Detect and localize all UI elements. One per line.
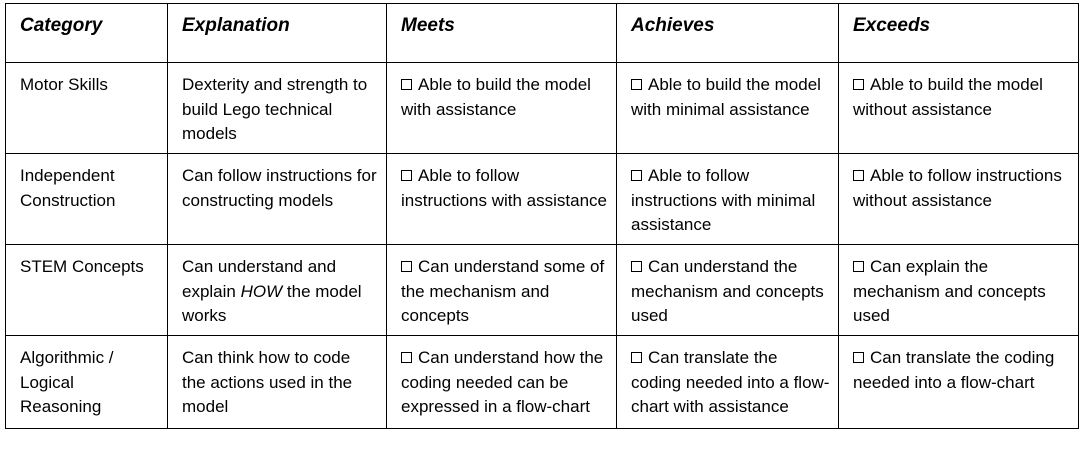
meets-cell (387, 245, 617, 336)
checkbox-icon[interactable] (401, 79, 412, 90)
exceeds-text: Can translate the coding needed into a flow-chart (853, 348, 1055, 392)
explanation-cell: Dexterity and strength to build Lego technical models (168, 63, 387, 154)
header-row (6, 4, 1079, 63)
table-row (6, 154, 1079, 245)
category-cell: Algorithmic / Logical Reasoning (6, 336, 168, 429)
achieves-cell (617, 336, 839, 429)
meets-text: Able to follow instructions with assistance (401, 166, 607, 210)
checkbox-icon[interactable] (401, 170, 412, 181)
exceeds-cell (839, 63, 1079, 154)
table-row (6, 63, 1079, 154)
rubric-table (5, 3, 1079, 429)
checkbox-icon[interactable] (631, 170, 642, 181)
checkbox-icon[interactable] (853, 79, 864, 90)
explanation-emphasis: HOW (240, 281, 283, 301)
achieves-text: Able to build the model with minimal assistance (631, 75, 821, 119)
checkbox-icon[interactable] (853, 261, 864, 272)
meets-text: Can understand some of the mechanism and concepts (401, 257, 605, 325)
checkbox-icon[interactable] (853, 170, 864, 181)
table-row (6, 336, 1079, 429)
checkbox-icon[interactable] (853, 352, 864, 363)
achieves-text: Able to follow instructions with minimal assistance (631, 166, 816, 234)
explanation-text: Can understand and explain (182, 257, 337, 301)
achieves-cell (617, 245, 839, 336)
achieves-cell (617, 154, 839, 245)
header-meets: Meets (387, 4, 617, 63)
exceeds-text: Able to build the model without assistance (853, 75, 1043, 119)
header-explanation: Explanation (168, 4, 387, 63)
checkbox-icon[interactable] (631, 261, 642, 272)
exceeds-text: Can explain the mechanism and concepts used (853, 257, 1046, 325)
explanation-cell: Can think how to code the actions used in the model (168, 336, 387, 429)
checkbox-icon[interactable] (631, 352, 642, 363)
meets-cell (387, 154, 617, 245)
explanation-cell: Can follow instructions for constructing models (168, 154, 387, 245)
meets-cell (387, 63, 617, 154)
exceeds-cell (839, 336, 1079, 429)
category-cell: Independent Construction (6, 154, 168, 245)
explanation-text: the model works (182, 281, 362, 325)
meets-text: Can understand how the coding needed can be expressed in a flow-chart (401, 348, 604, 416)
header-achieves: Achieves (617, 4, 839, 63)
header-category: Category (6, 4, 168, 63)
category-cell: STEM Concepts (6, 245, 168, 336)
achieves-text: Can translate the coding needed into a flow-chart with assistance (631, 348, 830, 416)
explanation-cell (168, 245, 387, 336)
checkbox-icon[interactable] (401, 352, 412, 363)
meets-cell (387, 336, 617, 429)
category-cell: Motor Skills (6, 63, 168, 154)
achieves-text: Can understand the mechanism and concepts used (631, 257, 824, 325)
exceeds-cell (839, 245, 1079, 336)
meets-text: Able to build the model with assistance (401, 75, 591, 119)
exceeds-text: Able to follow instructions without assistance (853, 166, 1062, 210)
checkbox-icon[interactable] (401, 261, 412, 272)
checkbox-icon[interactable] (631, 79, 642, 90)
header-exceeds: Exceeds (839, 4, 1079, 63)
achieves-cell (617, 63, 839, 154)
table-row (6, 245, 1079, 336)
exceeds-cell (839, 154, 1079, 245)
